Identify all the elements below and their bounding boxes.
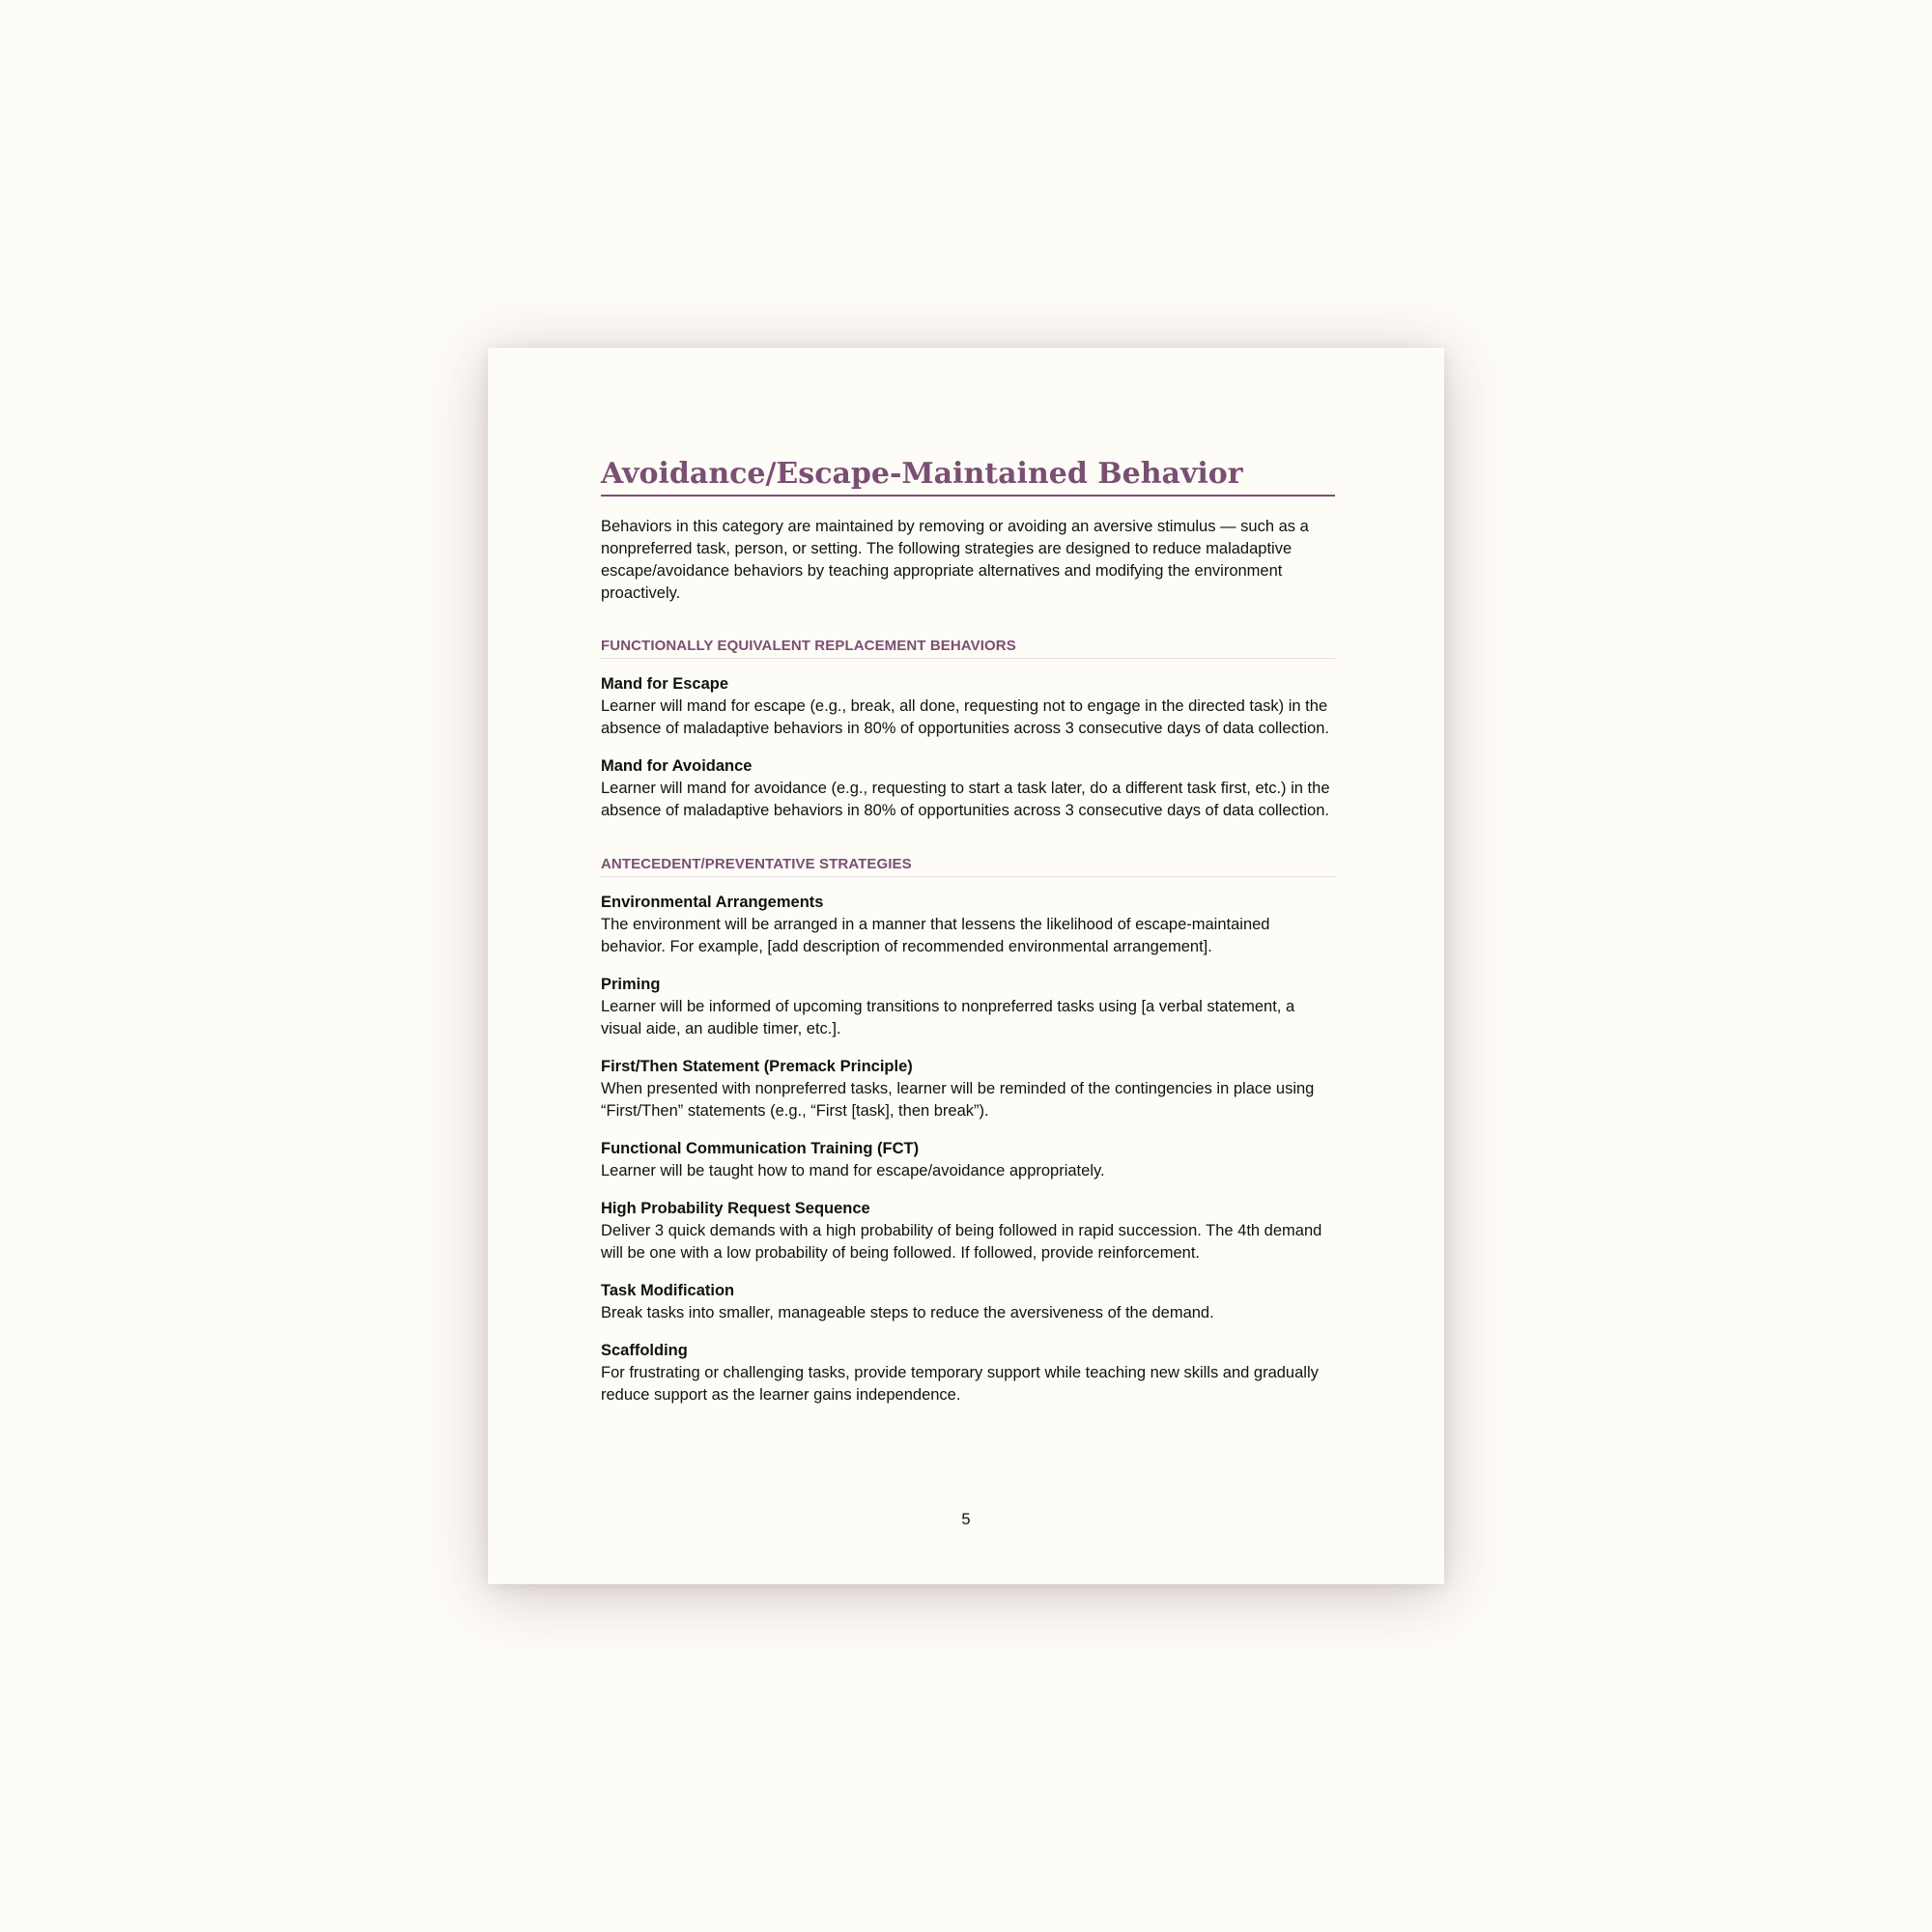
section-heading-antecedent-strategies: ANTECEDENT/PREVENTATIVE STRATEGIES <box>601 855 1335 877</box>
item-title: Priming <box>601 976 661 993</box>
list-item <box>601 1340 1335 1406</box>
item-description: Break tasks into smaller, manageable steps to reduce the aversiveness of the demand. <box>601 1304 1214 1321</box>
item-title: Mand for Escape <box>601 675 729 693</box>
item-description: Learner will be informed of upcoming transitions to nonpreferred tasks using [a verbal statement, a visual aide, an audible timer, etc.]. <box>601 998 1295 1037</box>
list-item <box>601 1138 1335 1182</box>
item-title: High Probability Request Sequence <box>601 1200 870 1217</box>
page-title: Avoidance/Escape-Maintained Behavior <box>601 456 1335 497</box>
intro-paragraph: Behaviors in this category are maintained by removing or avoiding an aversive stimulus — such as a nonpreferred task, person, or setting. The following strategies are designed to reduce maladaptive escape/avoidance behaviors by teaching appropriate alternatives and modifying the environment proactively. <box>601 518 1309 602</box>
item-description: Deliver 3 quick demands with a high probability of being followed in rapid succession. The 4th demand will be one with a low probability of being followed. If followed, provide reinforcement. <box>601 1222 1322 1262</box>
item-title: Scaffolding <box>601 1342 688 1359</box>
item-title: Functional Communication Training (FCT) <box>601 1140 920 1157</box>
list-item <box>601 1280 1335 1324</box>
item-description: Learner will be taught how to mand for escape/avoidance appropriately. <box>601 1162 1105 1179</box>
page-content <box>601 456 1335 1406</box>
item-description: Learner will mand for avoidance (e.g., requesting to start a task later, do a different task first, etc.) in the absence of maladaptive behaviors in 80% of opportunities across 3 consecutive days of data collection. <box>601 780 1330 819</box>
list-item <box>601 673 1335 740</box>
item-title: Environmental Arrangements <box>601 894 824 911</box>
item-description: When presented with nonpreferred tasks, learner will be reminded of the contingencies in place using “First/Then” statements (e.g., “First [task], then break”). <box>601 1080 1315 1120</box>
list-item <box>601 1198 1335 1264</box>
item-description: For frustrating or challenging tasks, provide temporary support while teaching new skills and gradually reduce support as the learner gains independence. <box>601 1364 1319 1404</box>
page-number: 5 <box>961 1511 971 1528</box>
list-item <box>601 892 1335 958</box>
item-description: The environment will be arranged in a manner that lessens the likelihood of escape-maintained behavior. For example, [add description of recommended environmental arrangement]. <box>601 916 1270 955</box>
list-item <box>601 974 1335 1040</box>
list-item <box>601 1056 1335 1122</box>
item-title: First/Then Statement (Premack Principle) <box>601 1058 913 1075</box>
antecedent-strategies-list <box>601 892 1335 1406</box>
list-item <box>601 755 1335 822</box>
item-title: Task Modification <box>601 1282 735 1299</box>
item-description: Learner will mand for escape (e.g., break, all done, requesting not to engage in the directed task) in the absence of maladaptive behaviors in 80% of opportunities across 3 consecutive days of data collection. <box>601 697 1329 737</box>
item-title: Mand for Avoidance <box>601 757 753 775</box>
document-page <box>488 348 1444 1584</box>
replacement-behaviors-list <box>601 673 1335 822</box>
section-heading-replacement-behaviors: FUNCTIONALLY EQUIVALENT REPLACEMENT BEHAVIORS <box>601 637 1335 659</box>
